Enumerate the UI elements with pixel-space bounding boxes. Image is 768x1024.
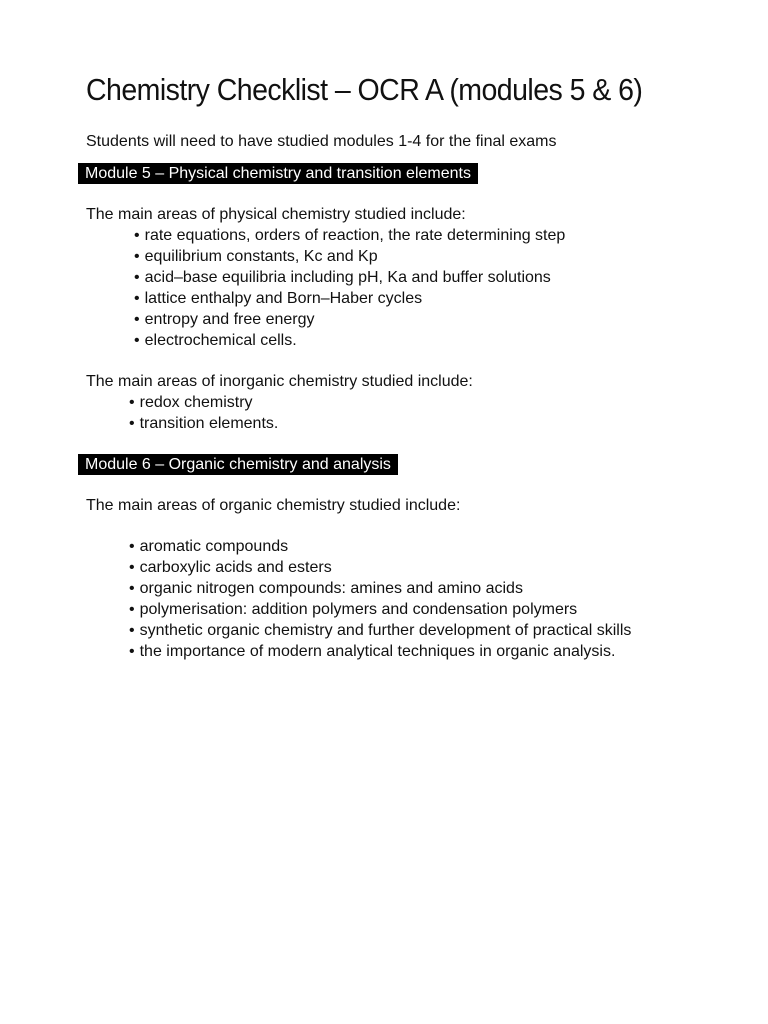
list-item: • acid–base equilibria including pH, Ka and buffer solutions [134,267,746,288]
list-item: • transition elements. [129,413,746,434]
inorganic-chemistry-list [86,392,746,434]
list-item: • entropy and free energy [134,309,746,330]
list-item: • synthetic organic chemistry and further development of practical skills [129,620,746,641]
list-item: • polymerisation: addition polymers and condensation polymers [129,599,746,620]
list-item: • redox chemistry [129,392,746,413]
physical-chemistry-list [86,225,746,351]
list-item: • organic nitrogen compounds: amines and amino acids [129,578,746,599]
list-item: • electrochemical cells. [134,330,746,351]
inorganic-chemistry-lead: The main areas of inorganic chemistry studied include: [86,373,473,390]
document-page [86,68,746,662]
module-6-heading: Module 6 – Organic chemistry and analysis [78,454,398,475]
module-5-heading: Module 5 – Physical chemistry and transition elements [78,163,478,184]
organic-chemistry-lead: The main areas of organic chemistry studied include: [86,497,461,514]
list-item: • equilibrium constants, Kc and Kp [134,246,746,267]
intro-text: Students will need to have studied modules 1-4 for the final exams [86,133,557,150]
list-item: • carboxylic acids and esters [129,557,746,578]
list-item: • lattice enthalpy and Born–Haber cycles [134,288,746,309]
organic-chemistry-list [86,536,746,662]
document-title: Chemistry Checklist – OCR A (modules 5 & 6) [86,72,643,107]
list-item: • aromatic compounds [129,536,746,557]
list-item: • the importance of modern analytical techniques in organic analysis. [129,641,746,662]
physical-chemistry-lead: The main areas of physical chemistry studied include: [86,206,466,223]
list-item: • rate equations, orders of reaction, the rate determining step [134,225,746,246]
